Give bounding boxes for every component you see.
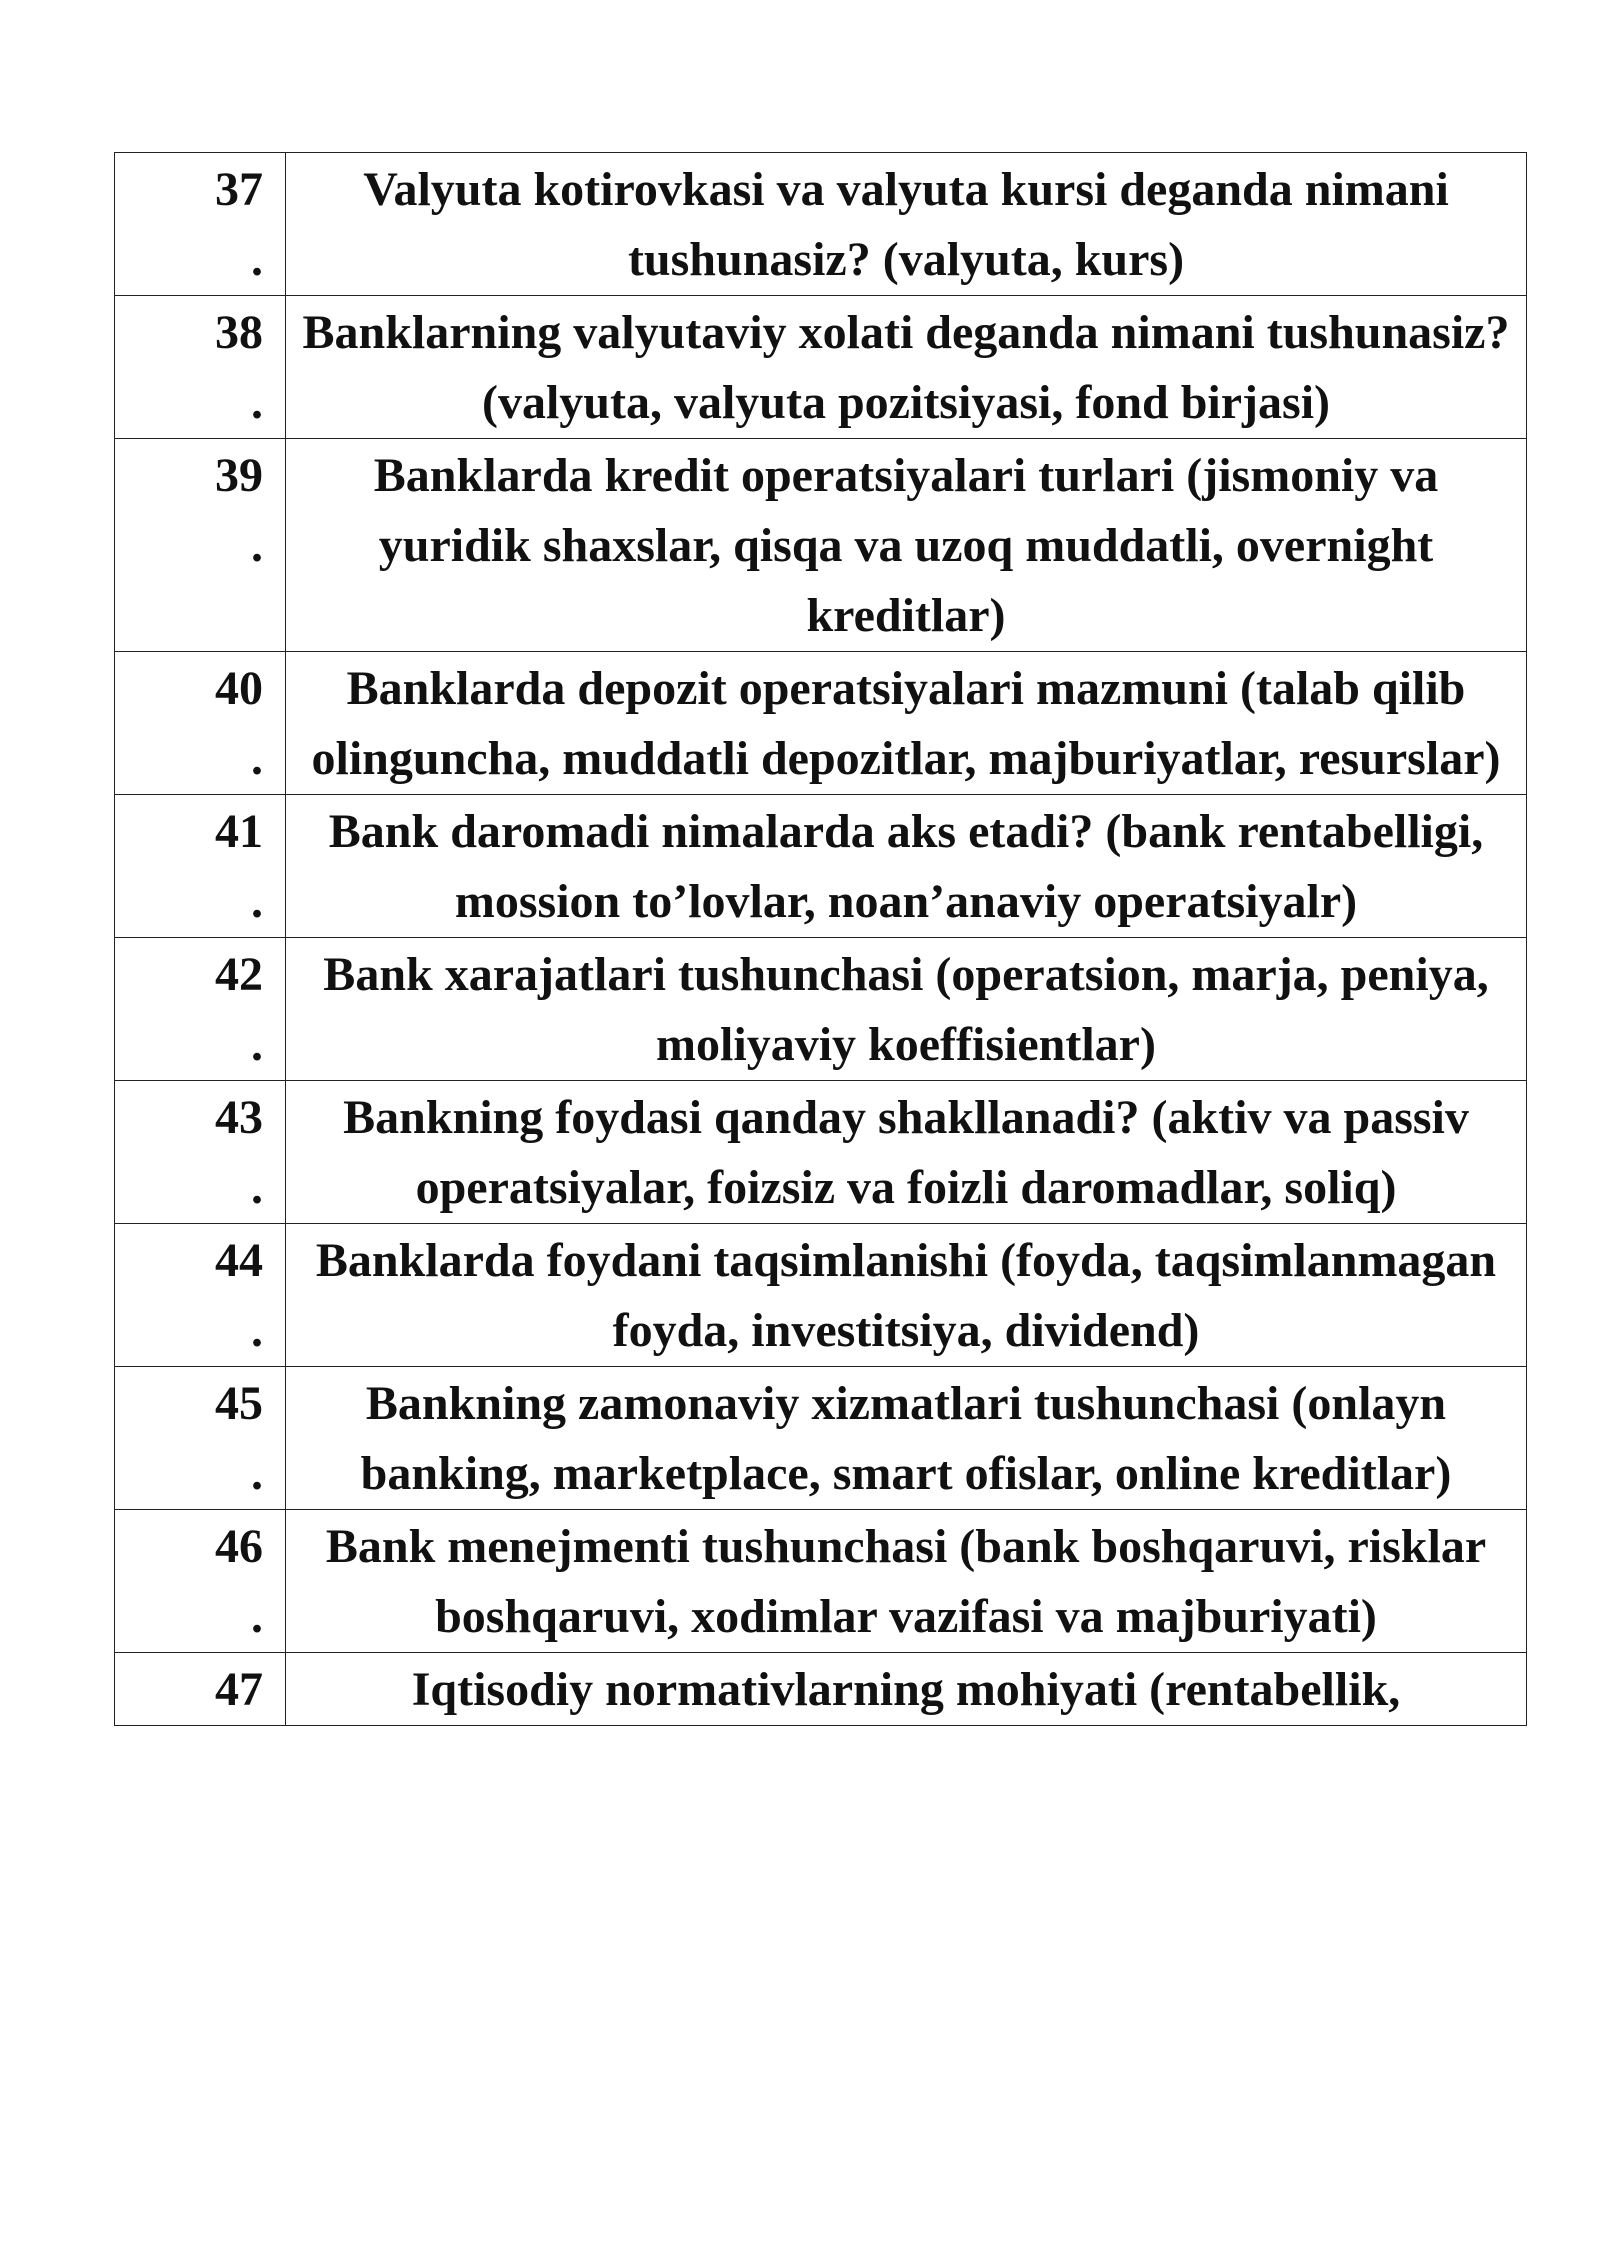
question-number-dot: . <box>251 1161 263 1214</box>
question-text: Bank menejmenti tushunchasi (bank boshqaruvi, risklar boshqaruvi, xodimlar vazifasi va majburiyati) <box>286 1510 1527 1653</box>
question-number-cell <box>115 938 286 1081</box>
question-number-cell <box>115 439 286 652</box>
table-row <box>115 439 1527 652</box>
table-row <box>115 1367 1527 1510</box>
question-number: 40 <box>215 662 263 715</box>
question-number-dot: . <box>251 1447 263 1500</box>
question-number: 41 <box>215 805 263 858</box>
question-number-dot: . <box>251 519 263 572</box>
question-number-dot: . <box>251 875 263 928</box>
table-row <box>115 1510 1527 1653</box>
question-number-cell <box>115 1653 286 1726</box>
question-text: Bankning zamonaviy xizmatlari tushunchasi (onlayn banking, marketplace, smart ofislar, online kreditlar) <box>286 1367 1527 1510</box>
question-number-dot: . <box>251 376 263 429</box>
question-number-cell <box>115 296 286 439</box>
question-number-dot: . <box>251 1590 263 1643</box>
table-row <box>115 795 1527 938</box>
table-row <box>115 296 1527 439</box>
question-number: 43 <box>215 1091 263 1144</box>
question-number-cell <box>115 153 286 296</box>
question-text: Banklarda kredit operatsiyalari turlari (jismoniy va yuridik shaxslar, qisqa va uzoq muddatli, overnight kreditlar) <box>286 439 1527 652</box>
question-text: Banklarda foydani taqsimlanishi (foyda, taqsimlanmagan foyda, investitsiya, dividend) <box>286 1224 1527 1367</box>
question-text: Bank daromadi nimalarda aks etadi? (bank rentabelligi, mossion to’lovlar, noan’anaviy operatsiyalr) <box>286 795 1527 938</box>
question-text: Valyuta kotirovkasi va valyuta kursi deganda nimani tushunasiz? (valyuta, kurs) <box>286 153 1527 296</box>
question-number-dot: . <box>251 1018 263 1071</box>
question-number: 45 <box>215 1377 263 1430</box>
table-row <box>115 938 1527 1081</box>
question-text: Banklarning valyutaviy xolati deganda nimani tushunasiz? (valyuta, valyuta pozitsiyasi, fond birjasi) <box>286 296 1527 439</box>
question-number: 46 <box>215 1520 263 1573</box>
question-number-cell <box>115 1510 286 1653</box>
question-number-dot: . <box>251 1304 263 1357</box>
question-number-cell <box>115 1081 286 1224</box>
table-row <box>115 1224 1527 1367</box>
question-text: Bankning foydasi qanday shakllanadi? (aktiv va passiv operatsiyalar, foizsiz va foizli daromadlar, soliq) <box>286 1081 1527 1224</box>
questions-table <box>114 152 1527 1726</box>
question-number-cell <box>115 652 286 795</box>
question-text: Bank xarajatlari tushunchasi (operatsion, marja, peniya, moliyaviy koeffisientlar) <box>286 938 1527 1081</box>
table-row <box>115 153 1527 296</box>
question-number-cell <box>115 1367 286 1510</box>
table-row <box>115 652 1527 795</box>
question-text: Iqtisodiy normativlarning mohiyati (rentabellik, <box>286 1653 1527 1726</box>
question-number-dot: . <box>251 732 263 785</box>
question-number: 44 <box>215 1234 263 1287</box>
question-text: Banklarda depozit operatsiyalari mazmuni (talab qilib olinguncha, muddatli depozitlar, majburiyatlar, resurslar) <box>286 652 1527 795</box>
table-row <box>115 1653 1527 1726</box>
question-number-cell <box>115 1224 286 1367</box>
question-number: 42 <box>215 948 263 1001</box>
question-number: 47 <box>215 1663 263 1716</box>
question-number-dot: . <box>251 233 263 286</box>
question-number: 38 <box>215 306 263 359</box>
question-number: 37 <box>215 163 263 216</box>
question-number-cell <box>115 795 286 938</box>
table-row <box>115 1081 1527 1224</box>
question-number: 39 <box>215 449 263 502</box>
